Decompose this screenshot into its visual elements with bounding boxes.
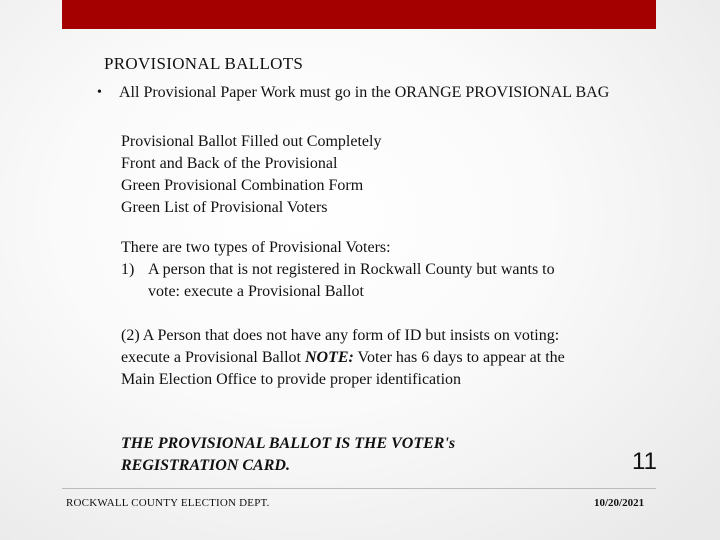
- footer-divider: [62, 488, 656, 489]
- bullet-text: [119, 83, 659, 103]
- header-bar: [62, 0, 656, 29]
- type-one: [121, 259, 561, 303]
- note-label: NOTE:: [304, 349, 354, 366]
- bullet-dot: •: [97, 85, 102, 100]
- footer-organization: ROCKWALL COUNTY ELECTION DEPT.: [66, 497, 270, 509]
- type-one-number: 1): [121, 261, 135, 278]
- key-statement: THE PROVISIONAL BALLOT IS THE VOTER's REGISTRATION CARD.: [121, 435, 456, 474]
- type-two-paragraph: [121, 325, 571, 391]
- bullet-text-emphasis: ORANGE PROVISIONAL BAG: [394, 84, 610, 101]
- list-item: Green Provisional Combination Form: [121, 177, 364, 194]
- type-two-text: (2) A Person that does not have any form of ID but insists on voting: execute a Provisional Ballot: [121, 327, 560, 366]
- slide-title: PROVISIONAL BALLOTS: [104, 54, 304, 73]
- list-item: Front and Back of the Provisional: [121, 155, 338, 172]
- type-one-text: A person that is not registered in Rockwall County but wants to vote: execute a Provisional Ballot: [148, 261, 555, 300]
- voter-types: [121, 237, 561, 303]
- note-text: Voter has 6 days to appear at the Main Election Office to provide proper identification: [121, 349, 565, 388]
- slide-number: 11: [632, 448, 657, 475]
- footer-date: 10/20/2021: [594, 497, 645, 509]
- list-item: Provisional Ballot Filled out Completely: [121, 133, 382, 150]
- required-items-list: [121, 131, 381, 219]
- bullet-text-plain: All Provisional Paper Work must go in the: [119, 84, 395, 101]
- types-intro: There are two types of Provisional Voters:: [121, 239, 391, 256]
- list-item: Green List of Provisional Voters: [121, 199, 328, 216]
